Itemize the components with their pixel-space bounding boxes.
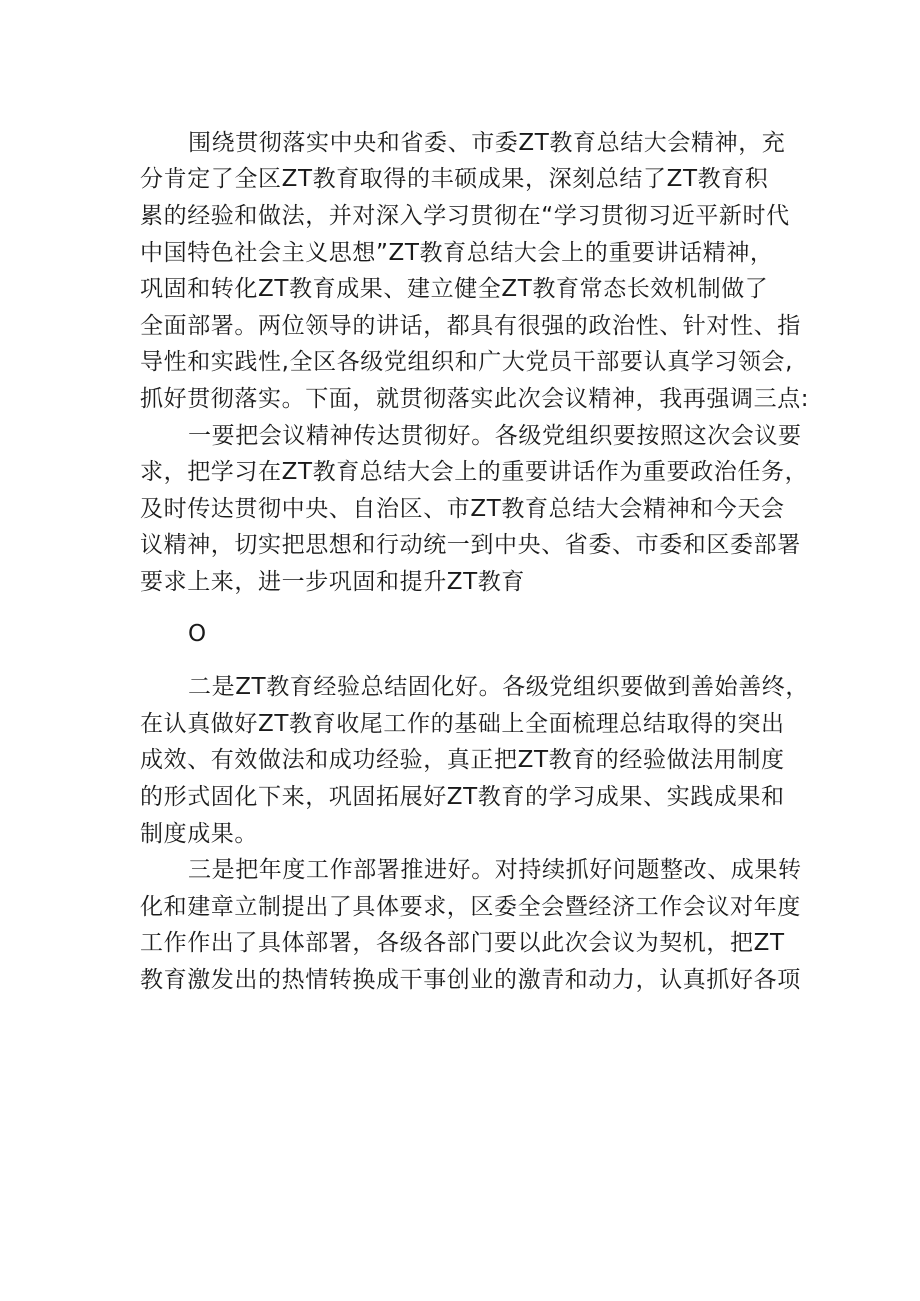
paragraph-5-line-2: 化和建章立制提出了具体要求，区委全会暨经济工作会议对年度: [140, 894, 801, 920]
paragraph-2-line-3: 及时传达贯彻中央、自治区、市ZT教育总结大会精神和今天会: [140, 496, 785, 522]
paragraph-5-line-4: 教育激发出的热情转换成干事创业的激青和动力，认真抓好各项: [140, 967, 801, 993]
paragraph-4-line-5: 制度成果。: [140, 821, 258, 847]
paragraph-1-line-7: 导性和实践性,全区各级党组织和广大党员干部要认真学习领会,: [140, 349, 794, 375]
paragraph-1-line-2: 分肯定了全区ZT教育取得的丰硕成果，深刻总结了ZT教育积: [140, 166, 769, 192]
paragraph-1-line-4: 中国特色社会主义思想”ZT教育总结大会上的重要讲话精神，: [140, 240, 774, 266]
paragraph-1-line-6: 全面部署。两位领导的讲话，都具有很强的政治性、针对性、指: [140, 313, 801, 339]
paragraph-2-line-4: 议精神，切实把思想和行动统一到中央、省委、市委和区委部署: [140, 532, 801, 558]
paragraph-2-line-1: 一要把会议精神传达贯彻好。各级党组织要按照这次会议要: [188, 423, 802, 449]
paragraph-5-line-3: 工作作出了具体部署，各级各部门要以此次会议为契机，把ZT: [140, 930, 785, 956]
paragraph-1-line-1: 围绕贯彻落实中央和省委、市委ZT教育总结大会精神，充: [188, 130, 786, 156]
paragraph-1-line-3: 累的经验和做法，并对深入学习贯彻在“学习贯彻习近平新时代: [140, 203, 790, 229]
paragraph-4-line-3: 成效、有效做法和成功经验，真正把ZT教育的经验做法用制度: [140, 747, 785, 773]
paragraph-2-line-2: 求，把学习在ZT教育总结大会上的重要讲话作为重要政治任务，: [140, 459, 809, 485]
paragraph-3-line-1: O: [188, 621, 207, 647]
paragraph-2-line-5: 要求上来，进一步巩固和提升ZT教育: [140, 569, 526, 595]
paragraph-1-line-5: 巩固和转化ZT教育成果、建立健全ZT教育常态长效机制做了: [140, 276, 769, 302]
paragraph-5-line-1: 三是把年度工作部署推进好。对持续抓好问题整改、成果转: [188, 857, 802, 883]
paragraph-4-line-4: 的形式固化下来，巩固拓展好ZT教育的学习成果、实践成果和: [140, 784, 785, 810]
paragraph-4-line-2: 在认真做好ZT教育收尾工作的基础上全面梳理总结取得的突出: [140, 711, 785, 737]
paragraph-4-line-1: 二是ZT教育经验总结固化好。各级党组织要做到善始善终，: [188, 674, 810, 700]
paragraph-1-line-8: 抓好贯彻落实。下面，就贯彻落实此次会议精神，我再强调三点:: [140, 386, 810, 412]
